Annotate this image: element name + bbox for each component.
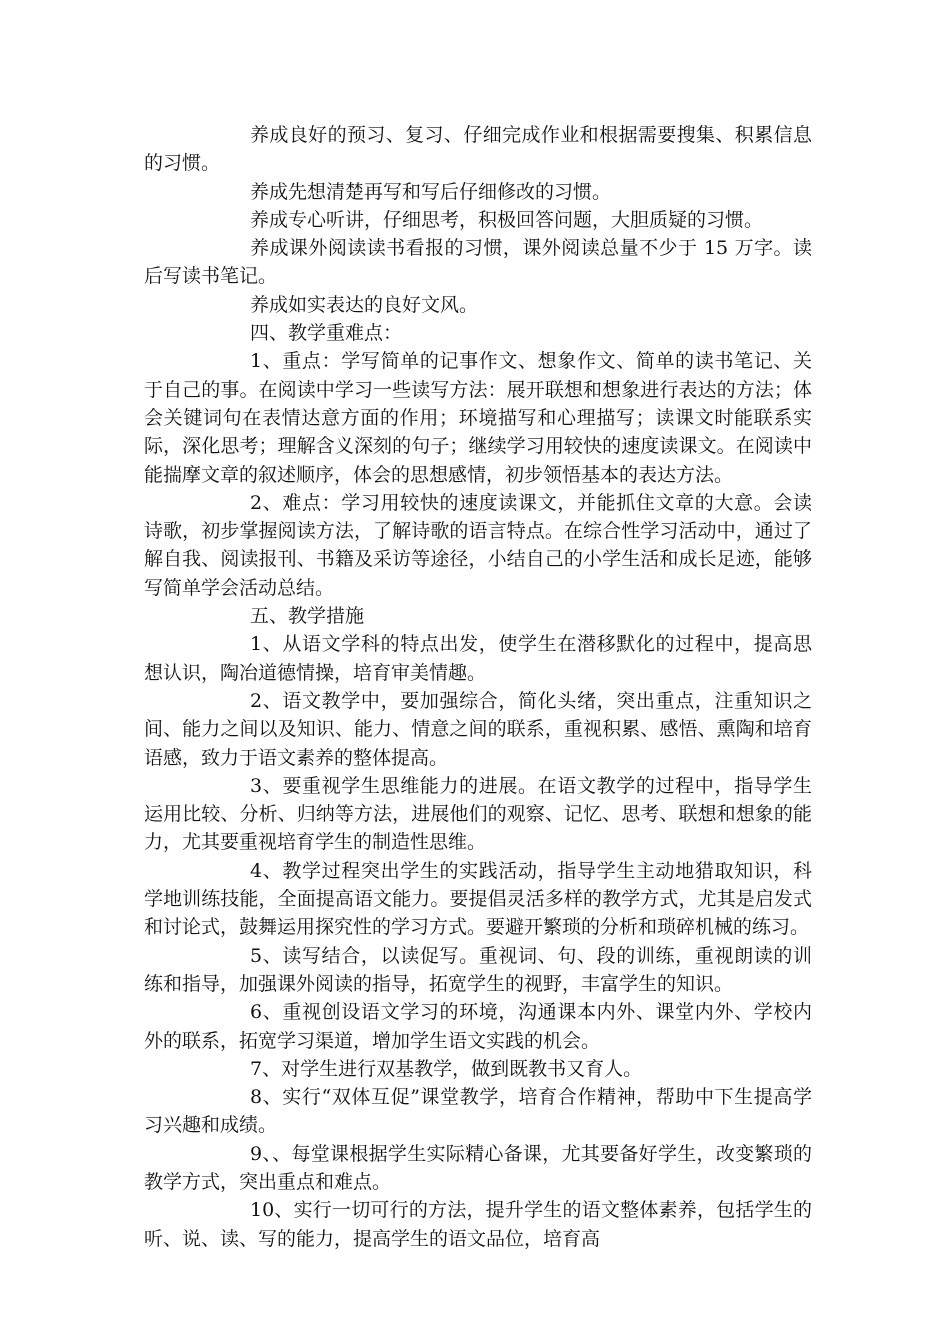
paragraph-difficult-points: 2、难点：学习用较快的速度读课文，并能抓住文章的大意。会读诗歌，初步掌握阅读方法，了解诗歌的语言特点。在综合性学习活动中，通过了解自我、阅读报刊、书籍及采访等途径，小结自己的小学生活和成长足迹，能够写简单学会活动总结。	[144, 491, 812, 599]
paragraph-key-points: 1、重点：学写简单的记事作文、想象作文、简单的读书笔记、关于自己的事。在阅读中学习一些读写方法：展开联想和想象进行表达的方法；体会关键词句在表情达意方面的作用；环境描写和心理描写；读课文时能联系实际，深化思考；理解含义深刻的句子；继续学习用较快的速度读课文。在阅读中能揣摩文章的叙述顺序，体会的思想感情，初步领悟基本的表达方法。	[144, 350, 812, 486]
paragraph-habit-listening: 养成专心听讲，仔细思考，积极回答问题，大胆质疑的习惯。	[250, 208, 764, 231]
paragraph-measure-9: 9、、每堂课根据学生实际精心备课，尤其要备好学生，改变繁琐的教学方式，突出重点和难点。	[144, 1142, 812, 1193]
section-heading-key-points: 四、教学重难点：	[250, 322, 403, 345]
document-body	[144, 121, 812, 1253]
paragraph-measure-6: 6、重视创设语文学习的环境，沟通课本内外、课堂内外、学校内外的联系，拓宽学习渠道，增加学生语文实践的机会。	[144, 1001, 812, 1052]
paragraph-habit-reading: 养成课外阅读读书看报的习惯，课外阅读总量不少于 15 万字。读后写读书笔记。	[144, 237, 812, 288]
paragraph-measure-3: 3、要重视学生思维能力的进展。在语文教学的过程中，指导学生运用比较、分析、归纳等方法，进展他们的观察、记忆、思考、联想和想象的能力，尤其要重视培育学生的制造性思维。	[144, 774, 812, 854]
paragraph-measure-7: 7、对学生进行双基教学，做到既教书又育人。	[250, 1057, 643, 1080]
paragraph-measure-5: 5、读写结合，以读促写。重视词、句、段的训练，重视朗读的训练和指导，加强课外阅读的指导，拓宽学生的视野，丰富学生的知识。	[144, 944, 812, 995]
paragraph-measure-2: 2、语文教学中，要加强综合，简化头绪，突出重点，注重知识之间、能力之间以及知识、能力、情意之间的联系，重视积累、感悟、熏陶和培育语感，致力于语文素养的整体提高。	[144, 689, 812, 769]
section-heading-measures: 五、教学措施	[250, 605, 365, 628]
paragraph-measure-4: 4、教学过程突出学生的实践活动，指导学生主动地猎取知识，科学地训练技能，全面提高语文能力。要提倡灵活多样的教学方式，尤其是启发式和讨论式，鼓舞运用探究性的学习方式。要避开繁琐的分析和琐碎机械的练习。	[144, 859, 812, 939]
paragraph-measure-1: 1、从语文学科的特点出发，使学生在潜移默化的过程中，提高思想认识，陶冶道德情操，培育审美情趣。	[144, 633, 812, 684]
paragraph-habit-writing: 养成先想清楚再写和写后仔细修改的习惯。	[250, 180, 612, 203]
paragraph-measure-10: 10、实行一切可行的方法，提升学生的语文整体素养，包括学生的听、说、读、写的能力，提高学生的语文品位，培育高	[144, 1199, 812, 1250]
paragraph-habit-expression: 养成如实表达的良好文风。	[250, 293, 479, 316]
paragraph-habit-preview: 养成良好的预习、复习、仔细完成作业和根据需要搜集、积累信息的习惯。	[144, 124, 812, 175]
paragraph-measure-8: 8、实行“双体互促”课堂教学，培育合作精神，帮助中下生提高学习兴趣和成绩。	[144, 1086, 812, 1137]
